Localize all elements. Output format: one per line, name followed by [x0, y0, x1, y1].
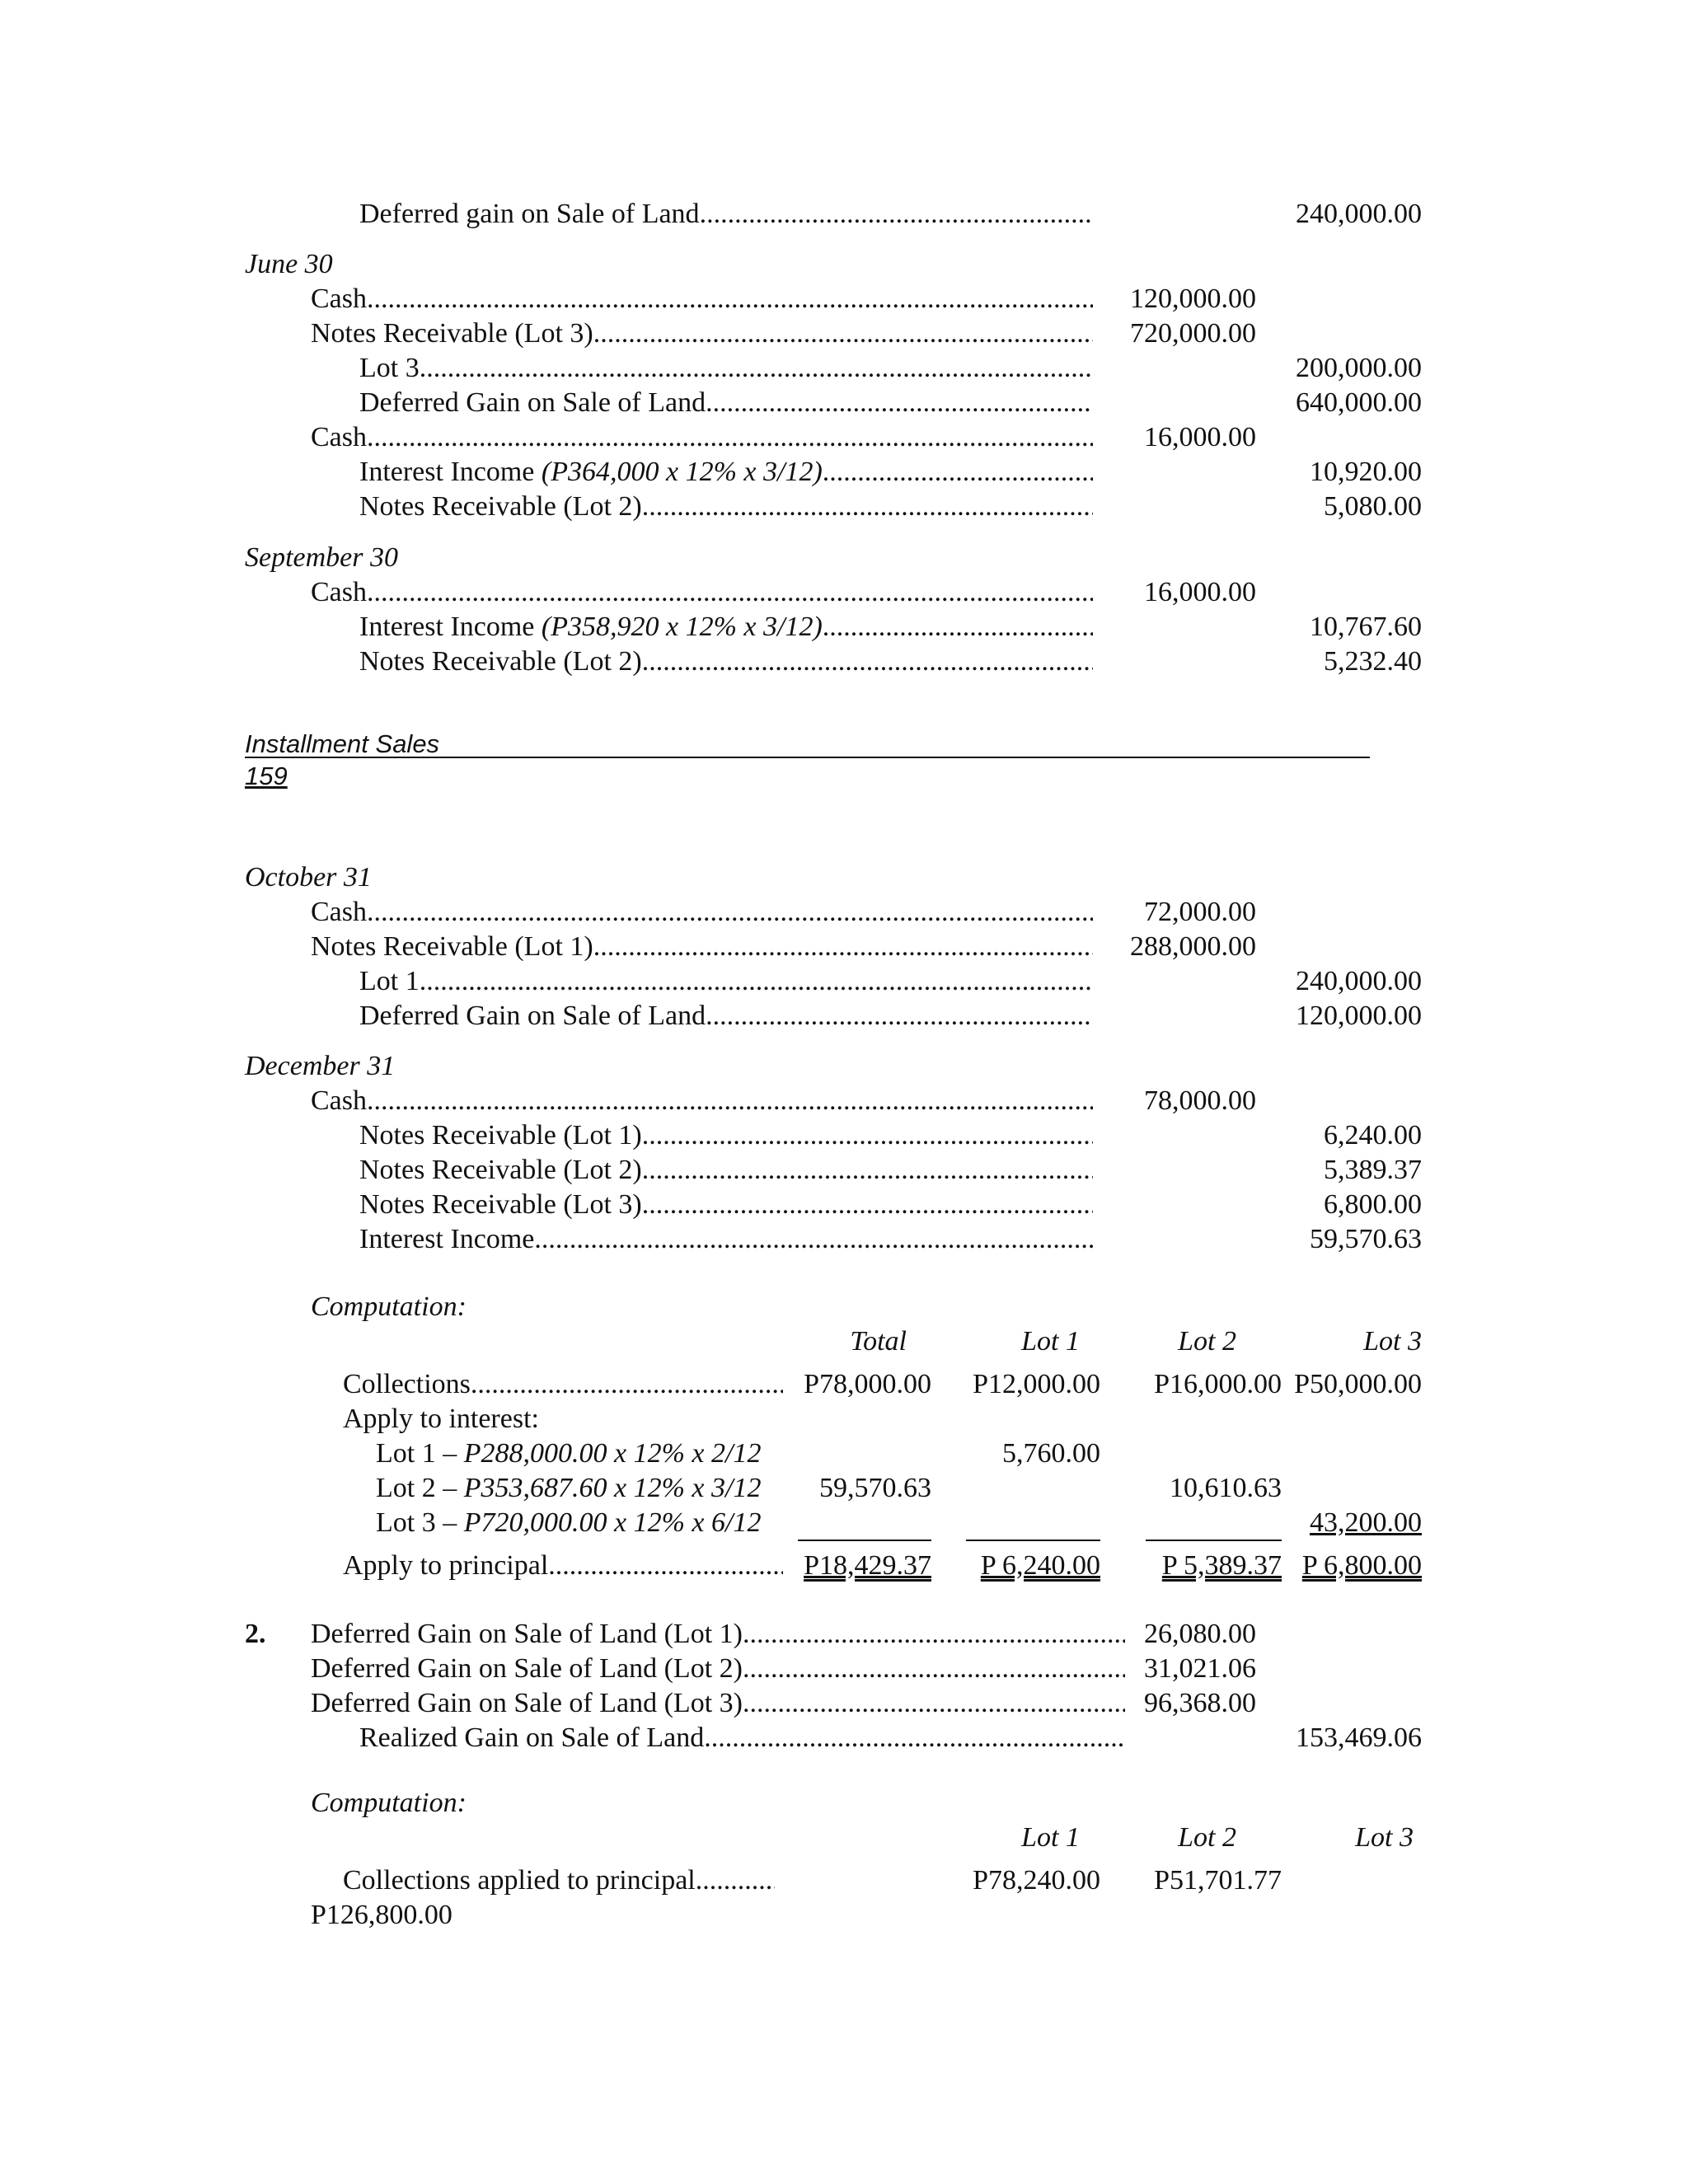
credit-amount: 6,800.00 [1324, 1189, 1422, 1220]
credit-amount: 240,000.00 [1296, 966, 1422, 996]
journal-line: Notes Receivable (Lot 2) ..... [359, 645, 1093, 678]
computation-label: Computation: [311, 1291, 467, 1322]
lot1-cell: P78,240.00 [973, 1865, 1100, 1896]
journal-line: Interest Income (P358,920 x 12% x 3/12) ..... [359, 611, 1093, 644]
journal-line [359, 198, 1093, 231]
credit-amount: 10,767.60 [1310, 612, 1422, 642]
formula: (P364,000 x 12% x 3/12) [541, 457, 823, 487]
debit-amount: 288,000.00 [1130, 931, 1256, 962]
debit-amount: 720,000.00 [1130, 318, 1256, 349]
lot1-cell: P 6,240.00 [980, 1550, 1100, 1581]
debit-amount: 96,368.00 [1144, 1688, 1256, 1718]
interest-row-label: Lot 1 – P288,000.00 x 12% x 2/12 [376, 1438, 762, 1469]
lot2-cell: P16,000.00 [1154, 1369, 1282, 1399]
lot3-cell-wrapped: P126,800.00 [311, 1900, 452, 1930]
formula: (P358,920 x 12% x 3/12) [541, 612, 823, 642]
entry-date: December 31 [245, 1051, 396, 1081]
debit-amount: 26,080.00 [1144, 1619, 1256, 1649]
credit-amount: 200,000.00 [1296, 353, 1422, 383]
column-header: Lot 1 [1021, 1822, 1080, 1853]
interest-row-label: Lot 3 – P720,000.00 x 12% x 6/12 [376, 1507, 762, 1538]
journal-line: Interest Income (P364,000 x 12% x 3/12) ..... [359, 456, 1093, 489]
journal-line: Cash ..... [311, 283, 1093, 316]
column-header: Lot 3 [1355, 1822, 1414, 1853]
underline-blank [798, 1515, 931, 1541]
computation-row: Collections applied to principal ..... [343, 1864, 775, 1897]
lot2-cell: 10,610.63 [1170, 1473, 1282, 1503]
journal-line: Lot 1. ..... [359, 965, 1093, 998]
journal-line: Notes Receivable (Lot 2) ..... [359, 1154, 1093, 1187]
underline-blank [966, 1515, 1100, 1541]
lot3-cell: P50,000.00 [1294, 1369, 1422, 1399]
column-header: Lot 3 [1363, 1326, 1422, 1357]
journal-line: Deferred Gain on Sale of Land (Lot 1) ..... [311, 1618, 1125, 1651]
computation-row: Collections ..... [343, 1368, 783, 1401]
computation-row: Apply to principal ..... [343, 1549, 783, 1582]
lot3-cell: 43,200.00 [1310, 1507, 1422, 1538]
journal-line: Deferred Gain on Sale of Land (Lot 2) ..... [311, 1652, 1125, 1685]
journal-line: Notes Receivable (Lot 1) ..... [359, 1119, 1093, 1152]
total-cell: 59,570.63 [819, 1473, 931, 1503]
credit-amount: 5,389.37 [1324, 1155, 1422, 1185]
apply-interest-label: Apply to interest: [343, 1404, 539, 1434]
computation-label: Computation: [311, 1788, 467, 1818]
debit-amount: 78,000.00 [1144, 1085, 1256, 1116]
debit-amount: 16,000.00 [1144, 577, 1256, 607]
running-header-title: Installment Sales [245, 729, 440, 758]
credit-amount: 6,240.00 [1324, 1120, 1422, 1151]
entry-date: October 31 [245, 862, 372, 893]
credit-amount: 59,570.63 [1310, 1224, 1422, 1254]
journal-line: Notes Receivable (Lot 3) ..... [359, 1188, 1093, 1221]
credit-amount: 153,469.06 [1296, 1722, 1422, 1753]
journal-line: Deferred Gain on Sale of Land (Lot 3) ..... [311, 1687, 1125, 1720]
journal-line: Notes Receivable (Lot 3) ..... [311, 317, 1093, 350]
journal-line: Lot 3. ..... [359, 352, 1093, 385]
total-cell: P78,000.00 [804, 1369, 931, 1399]
credit-amount: 5,080.00 [1324, 491, 1422, 522]
entry-date: June 30 [245, 249, 333, 279]
lot2-cell: P51,701.77 [1154, 1865, 1282, 1896]
journal-line: Cash ..... [311, 421, 1093, 454]
credit-amount: 10,920.00 [1310, 457, 1422, 487]
interest-row-label: Lot 2 – P353,687.60 x 12% x 3/12 [376, 1473, 762, 1503]
journal-line: Deferred Gain on Sale of Land ..... [359, 1000, 1093, 1033]
entry-date: September 30 [245, 542, 399, 573]
lot3-cell: P 6,800.00 [1301, 1550, 1422, 1581]
account-name: Deferred gain on Sale of Land [359, 199, 700, 229]
journal-line: Notes Receivable (Lot 1) ..... [311, 930, 1093, 963]
credit-amount: 5,232.40 [1324, 646, 1422, 677]
lot1-cell: P12,000.00 [973, 1369, 1100, 1399]
item-number: 2. [245, 1619, 266, 1649]
credit-amount: 240,000.00 [1296, 199, 1422, 229]
journal-line: Notes Receivable (Lot 2) ..... [359, 490, 1093, 523]
debit-amount: 31,021.06 [1144, 1653, 1256, 1684]
lot1-cell: 5,760.00 [1002, 1438, 1100, 1469]
debit-amount: 16,000.00 [1144, 422, 1256, 452]
column-header: Total [850, 1326, 907, 1357]
credit-amount: 640,000.00 [1296, 387, 1422, 418]
column-header: Lot 2 [1178, 1326, 1236, 1357]
journal-line: Realized Gain on Sale of Land ..... [359, 1722, 1125, 1755]
journal-line: Interest Income ..... [359, 1223, 1093, 1256]
total-cell: P18,429.37 [804, 1550, 931, 1581]
page-number: 159 [245, 762, 288, 790]
lot2-cell: P 5,389.37 [1161, 1550, 1282, 1581]
column-header: Lot 2 [1178, 1822, 1236, 1853]
column-header: Lot 1 [1021, 1326, 1080, 1357]
journal-line: Deferred Gain on Sale of Land ..... [359, 387, 1093, 419]
credit-amount: 120,000.00 [1296, 1001, 1422, 1031]
journal-line: Cash ..... [311, 896, 1093, 929]
header-rule [245, 757, 1370, 758]
debit-amount: 120,000.00 [1130, 284, 1256, 314]
journal-line: Cash ..... [311, 1085, 1093, 1118]
journal-line: Cash ..... [311, 576, 1093, 609]
debit-amount: 72,000.00 [1144, 897, 1256, 927]
